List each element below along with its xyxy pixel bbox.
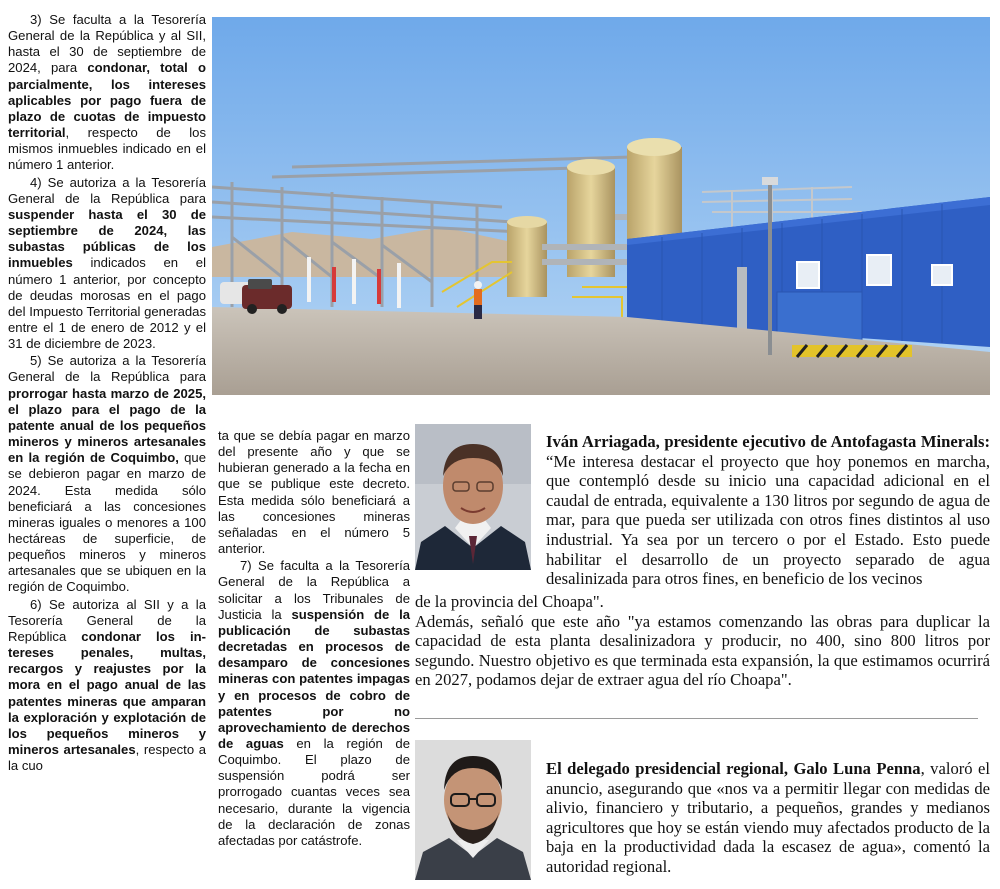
measure-7-highlight: suspensión de la publicación de subastas decretadas en procesos de desamparo de concesiones mineras con patentes impagas y en procesos de cobro de patentes por no aprovechamiento de derechos de aguas [218, 606, 410, 751]
plant-illustration [212, 17, 990, 395]
measure-5-text-end: que se debieron pagar en marzo de 2024. Esta medida sólo beneficiará a las concesiones mineras iguales o menores a 100 hectáreas de superficie, de pequeños mineros y mineros artesanales que se ubiquen en la región de Coquimbo. [8, 450, 206, 595]
quote-1-speaker: Iván Arriagada, presidente ejecutivo de Antofagasta Minerals [546, 432, 985, 451]
quote-1-expansion: Además, señaló que este año "ya estamos comenzando las obras para duplicar la capacidad de esta planta desalinizadora y producir, no 400, sino 800 litros por segundo. Nuestro objetivo es que terminada esta expansión, la que estimamos ocurrirá en 2027, podamos dejar de extraer agua del río Choapa". [415, 611, 990, 690]
quote-1-text: “Me interesa destacar el proyecto que hoy ponemos en marcha, que contempló desde su inicio una capacidad adicional en el caudal de entrada, equivalente a 130 litros por segundo de agua de mar, para que pueda ser utilizada con otros fines distintos al uso industrial. Ya sea por un tercero o por el Estado. Esto puede habilitar el desarrollo de un proyecto separado de agua desalinizada para otros fines, en beneficio de los vecinos [546, 451, 990, 589]
article-column-2 [218, 428, 410, 849]
quote-2-speaker: El delegado presidencial regional, Galo Luna Penna [546, 759, 921, 778]
quote-1-colon: : [984, 432, 990, 451]
quote-1-closing: de la provincia del Choapa". [415, 592, 604, 611]
measure-4-text: 4) Se autoriza a la Tesorería General de la República para [8, 174, 206, 206]
measure-6-text-end: , respecto a la cuo [8, 742, 206, 774]
quote-2-text: , valoró el anuncio, asegurando que «nos va a permitir llegar con medidas de alivio, financiero y tributario, a pequeños, grandes y medianos agricultores que hoy se están viendo muy afectados producto de la baja en la productividad dada la escasez de agua», comentó la autoridad regional. [546, 759, 990, 876]
measure-5-text: 5) Se autoriza a la Tesorería General de la República para [8, 353, 206, 385]
measure-4 [8, 175, 206, 353]
portrait-ivan-arriagada [415, 424, 531, 570]
measure-3 [8, 12, 206, 174]
measure-7-text: 7) Se faculta a la Tesorería General de la República a solicitar a los Tribunales de Justicia la [218, 558, 410, 622]
quote-luna [546, 759, 990, 877]
measure-3-text: 3) Se faculta a la Tesorería General de la República y al SII, hasta el 30 de septiembre de 2024, para [8, 12, 206, 76]
portrait-galo-luna [415, 740, 531, 880]
portrait-2-image [415, 740, 531, 880]
measure-7-text-end: en la región de Coquimbo. El plazo de suspensión podrá ser prorrogado cuantas veces sea necesario, durante la vigencia de la declaración de zonas afectadas por catástrofe. [218, 735, 410, 848]
measure-6 [8, 597, 206, 775]
measure-6-continued: ta que se debía pagar en marzo del presente año y que se hubieran generado a la fecha en que se publique este decreto. Esta medida sólo beneficiará a las concesiones mineras señaladas en el número 5 anterior. [218, 428, 410, 557]
article-column-1 [8, 12, 206, 774]
portrait-1-image [415, 424, 531, 570]
measure-5 [8, 353, 206, 595]
measure-6-highlight: condonar los intereses penales, multas, recargos y reajustes por la mora en el pago anual de las patentes mineras que amparan la exploración y explotación de los pequeños mineros y mineros artesanales [8, 628, 206, 758]
desalination-plant-photo [212, 17, 990, 395]
quote-arriagada-continued [415, 592, 990, 690]
measure-4-highlight: suspender hasta el 30 de septiembre de 2024, las subastas públicas de los inmuebles [8, 206, 206, 271]
measure-7 [218, 558, 410, 849]
measure-6-text: 6) Se autoriza al SII y a la Tesorería General de la República [8, 596, 206, 644]
measure-3-text-end: , respecto de los mismos inmuebles indicado en el número 1 anterior. [8, 125, 206, 173]
quote-arriagada [546, 432, 990, 589]
measure-3-highlight: condonar, total o parcialmente, los intereses aplicables por pago fuera de plazo de cuotas de impuesto territorial [8, 60, 207, 141]
measure-4-text-end: indicados en el número 1 anterior, por concepto de deudas morosas en el pago del Impuesto Territorial generadas entre el 1 de enero de 2012 y el 31 de diciembre de 2023. [8, 255, 206, 352]
section-divider [415, 718, 978, 719]
measure-5-highlight: prorrogar hasta marzo de 2025, el plazo para el pago de la patente anual de los pequeños mineros y mineros artesanales en la región de Coquimbo, [8, 385, 206, 466]
